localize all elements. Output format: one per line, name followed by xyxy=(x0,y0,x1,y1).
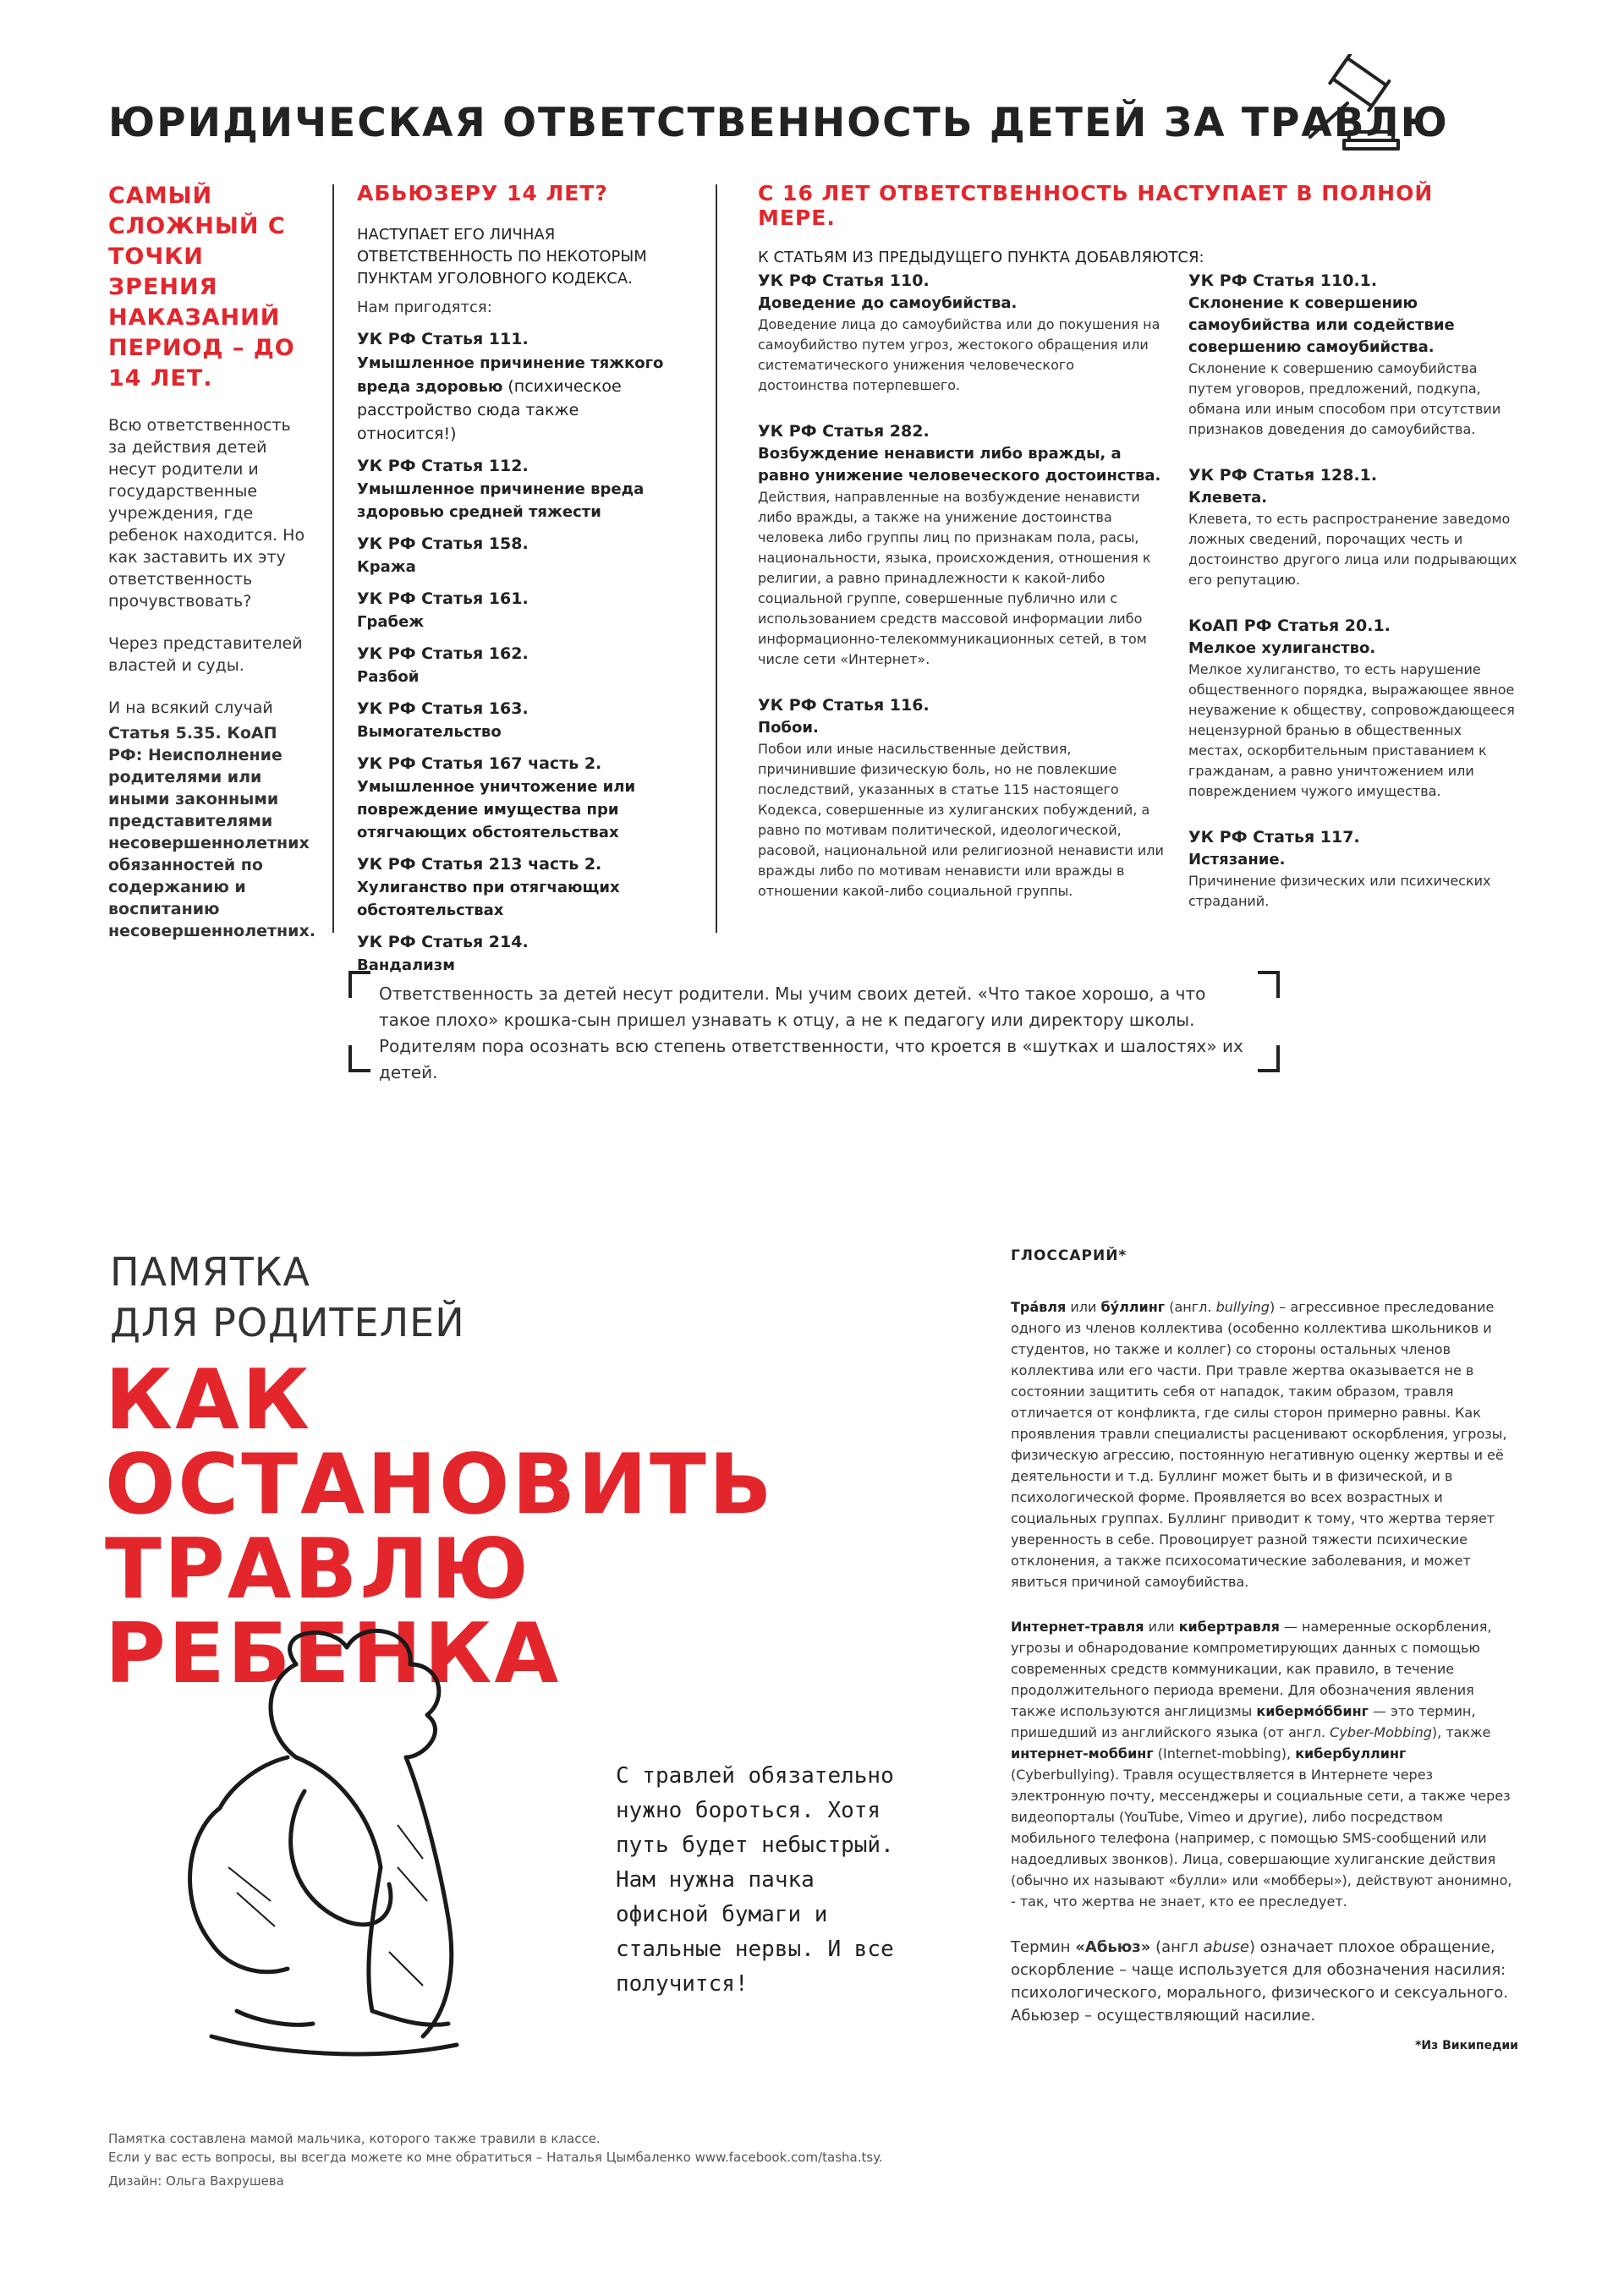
memo-line: ПАМЯТКА xyxy=(110,1249,310,1295)
article-name: Побои. xyxy=(758,719,819,737)
footer-note xyxy=(108,2129,883,2167)
glossary-text: Термин xyxy=(1011,1938,1076,1956)
article-code: УК РФ Статья 117. xyxy=(1188,828,1360,847)
gavel-icon xyxy=(1298,54,1408,156)
glossary-text: — это термин, пришедший из английского языка (от англ. xyxy=(1011,1703,1476,1740)
articles-left xyxy=(758,269,1164,925)
footer-line: Если у вас есть вопросы, вы всегда можете ко мне обратиться – Наталья Цымбаленко www.facebook.com/tasha.tsy. xyxy=(108,2150,883,2165)
articles-right xyxy=(1188,269,1518,935)
article-name: Клевета. xyxy=(1188,489,1268,507)
article-item xyxy=(357,454,678,523)
glossary-text: или xyxy=(1066,1299,1101,1315)
article-description: Побои или иные насильственные действия, причинившие физическую боль, но не повлекшие последствий, указанных в статье 115 настоящего Кодекса, совершенные из хулиганских побуждений, а равно по мотивам политической, идеологической, расовой, национальной или религиозной ненависти или вражды либо по мотивам ненависти или вражды в отношении какой-либо социальной группы. xyxy=(758,741,1164,899)
article-name: Склонение к совершению самоубийства или содействие совершению самоубийства. xyxy=(1188,294,1455,356)
article-item xyxy=(758,269,1164,396)
article-item xyxy=(1188,614,1518,802)
slogan-text: С травлей обязательно нужно бороться. Хотя путь будет небыстрый. Нам нужна пачка офисной бумаги и стальные нервы. И все получится! xyxy=(616,1763,894,1997)
article-description: Мелкое хулиганство, то есть нарушение общественного порядка, выражающее явное неуважение к обществу, сопровождающееся нецензурной бранью в общественных местах, оскорбительным приставанием к гражданам, а равно уничтожением или повреждением чужого имущества. xyxy=(1188,661,1515,799)
glossary-entry-abuse xyxy=(1011,1936,1518,2027)
glossary-term: Интернет-травля xyxy=(1011,1619,1144,1635)
article-description: Клевета, то есть распространение заведомо ложных сведений, порочащих честь и достоинство другого лица или подрывающих его репутацию. xyxy=(1188,511,1517,588)
glossary-text: — намеренные оскорбления, угрозы и обнародование компрометирующих данных с помощью современных средств коммуникации, как правило, в течение продолжительного периода времени. Для обозначения явления также используются англицизмы xyxy=(1011,1619,1492,1719)
article-code: УК РФ Статья 112. xyxy=(357,457,529,475)
article-item xyxy=(357,852,678,922)
article-item xyxy=(357,642,678,688)
article-description: Склонение к совершению самоубийства путем уговоров, предложений, подкупа, обмана или иным способом при отсутствии признаков доведения до самоубийства. xyxy=(1188,360,1501,437)
column-under-14 xyxy=(108,181,315,942)
article-code: УК РФ Статья 111. xyxy=(357,330,529,348)
law-reference: Статья 5.35. КоАП РФ: Неисполнение родителями или иными законными представителями несовершеннолетних обязанностей по содержанию и воспитанию несовершеннолетних. xyxy=(108,724,315,940)
article-code: УК РФ Статья 128.1. xyxy=(1188,466,1378,485)
article-name: Разбой xyxy=(357,668,420,686)
article-name: Мелкое хулиганство. xyxy=(1188,639,1376,657)
article-item xyxy=(357,930,678,977)
glossary-text: (Cyberbullying). Травля осуществляется в Интернете через электронную почту, мессенджеры и социальные сети, а также через видеопорталы (YouTube, Vimeo и другие), либо посредством мобильного телефона (например, с помощью SMS-сообщений или надоедливых звонков). Лица, совершающие хулиганские действия (обычно их называют «булли» или «мобберы»), действуют анонимно, - так, что жертва не знает, кто ее преследует. xyxy=(1011,1767,1512,1910)
article-name: Доведение до самоубийства. xyxy=(758,294,1018,312)
glossary-term: «Абьюз» xyxy=(1075,1938,1151,1956)
glossary-term: кибербуллинг xyxy=(1295,1745,1407,1762)
column-divider xyxy=(716,184,717,933)
article-code: УК РФ Статья 163. xyxy=(357,699,529,718)
article-code: УК РФ Статья 110. xyxy=(758,271,930,290)
column-age-14 xyxy=(357,181,678,977)
article-code: УК РФ Статья 167 часть 2. xyxy=(357,754,602,773)
article-note: (психическое расстройство сюда также относится!) xyxy=(357,377,622,443)
column-subtitle: Нам пригодятся: xyxy=(357,299,492,316)
article-code: УК РФ Статья 116. xyxy=(758,696,930,715)
article-item xyxy=(758,693,1164,901)
article-name: Умышленное причинение тяжкого вреда здоровью xyxy=(357,354,664,396)
glossary xyxy=(1011,1247,1518,2052)
article-name: Истязание. xyxy=(1188,851,1286,869)
column-age-16 xyxy=(758,181,1502,266)
glossary-english: abuse xyxy=(1203,1938,1249,1956)
article-item xyxy=(357,587,678,633)
article-name: Кража xyxy=(357,558,416,576)
glossary-source: *Из Википедии xyxy=(1415,2039,1518,2052)
sad-child-drawing xyxy=(169,1614,524,2087)
glossary-term: кибермо́ббинг xyxy=(1256,1703,1369,1719)
glossary-text: или xyxy=(1144,1619,1179,1635)
article-code: УК РФ Статья 110.1. xyxy=(1188,271,1378,290)
glossary-english: Cyber-Mobbing xyxy=(1330,1724,1432,1740)
quote-bracket xyxy=(1258,1045,1280,1072)
glossary-text: ) – агрессивное преследование одного из членов коллектива (особенно коллектива школьников и студентов, но также и коллег) со стороны остальных членов коллектива или его части. При травле жертва оказывается не в состоянии защитить себя от нападок, таким образом, травля отличается от конфликта, где силы сторон примерно равны. Как проявления травли специалисты расценивают оскорбления, угрозы, физическую агрессию, постоянную негативную оценку жертвы и её деятельности и т.д. Буллинг может быть и в физической, и в психологической форме. Проявляется во всех возрастных и социальных группах. Буллинг приводит к тому, что жертва теряет уверенность в себе. Провоцирует разной тяжести психические отклонения, а также психосоматические заболевания, и может явиться причиной самоубийства. xyxy=(1011,1299,1507,1590)
article-item xyxy=(357,327,678,446)
glossary-entry-bullying xyxy=(1011,1296,1518,1592)
page-title: ЮРИДИЧЕСКАЯ ОТВЕТСТВЕННОСТЬ ДЕТЕЙ ЗА ТРАВЛЮ xyxy=(108,100,1449,146)
quote-text: Ответственность за детей несут родители. Мы учим своих детей. «Что такое хорошо, а что такое плохо» крошка-сын пришел узнавать к отцу, а не к педагогу или директору школы. Родителям пора осознать всю степень ответственности, что кроется в «шутках и шалостях» их детей. xyxy=(379,984,1243,1082)
glossary-english: bullying xyxy=(1215,1299,1270,1315)
glossary-term: Тра́вля xyxy=(1011,1299,1067,1315)
article-code: УК РФ Статья 214. xyxy=(357,933,529,951)
column-intro: НАСТУПАЕТ ЕГО ЛИЧНАЯ ОТВЕТСТВЕННОСТЬ ПО НЕКОТОРЫМ ПУНКТАМ УГОЛОВНОГО КОДЕКСА. xyxy=(357,226,647,288)
memo-line: ДЛЯ РОДИТЕЛЕЙ xyxy=(110,1300,465,1345)
article-code: УК РФ Статья 162. xyxy=(357,644,529,663)
article-code: КоАП РФ Статья 20.1. xyxy=(1188,616,1391,635)
glossary-text: (англ xyxy=(1150,1938,1204,1956)
paragraph: Всю ответственность за действия детей несут родители и государственные учреждения, где ребенок находится. Но как заставить их эту ответственность прочувствовать? xyxy=(108,416,305,611)
glossary-text: ) означает плохое обращение, оскорбление – чаще используется для обозначения насилия: психологического, морального, физического и сексуального. Абьюзер – осуществляющий насилие. xyxy=(1011,1938,1508,2025)
glossary-term: интернет-моббинг xyxy=(1011,1745,1154,1762)
glossary-text: ), также xyxy=(1431,1724,1491,1740)
article-item xyxy=(357,697,678,743)
column-heading: АБЬЮЗЕРУ 14 ЛЕТ? xyxy=(357,181,608,205)
article-code: УК РФ Статья 282. xyxy=(758,422,930,441)
paragraph: И на всякий случай xyxy=(108,699,273,717)
article-item xyxy=(357,532,678,578)
column-subtitle: К СТАТЬЯМ ИЗ ПРЕДЫДУЩЕГО ПУНКТА ДОБАВЛЯЮТСЯ: xyxy=(758,249,1204,266)
column-divider xyxy=(332,184,334,933)
quote-bracket xyxy=(348,1045,370,1072)
paragraph: Через представителей властей и суды. xyxy=(108,634,303,675)
article-name: Грабеж xyxy=(357,613,425,631)
article-name: Хулиганство при отягчающих обстоятельствах xyxy=(357,879,620,919)
article-description: Действия, направленные на возбуждение ненависти либо вражды, а также на унижение достоинства человека либо группы лиц по признакам пола, расы, национальности, языка, происхождения, отношения к религии, а равно принадлежности к какой-либо социальной группе, совершенные публично или с использованием средств массовой информации либо информационно-телекоммуникационных сетей, в том числе сети «Интернет». xyxy=(758,489,1151,667)
column-heading: САМЫЙ СЛОЖНЫЙ С ТОЧКИ ЗРЕНИЯ НАКАЗАНИЙ ПЕРИОД – ДО 14 ЛЕТ. xyxy=(108,183,295,392)
glossary-heading: ГЛОССАРИЙ* xyxy=(1011,1247,1127,1264)
article-item xyxy=(1188,463,1518,590)
article-description: Доведение лица до самоубийства или до покушения на самоубийство путем угроз, жестокого обращения или систематического унижения человеческого достоинства потерпевшего. xyxy=(758,316,1160,393)
article-description: Причинение физических или психических страданий. xyxy=(1188,873,1491,909)
article-item xyxy=(357,752,678,844)
quote-bracket xyxy=(348,971,370,998)
main-title-line: КАК ОСТАНОВИТЬ xyxy=(105,1352,775,1533)
footer-line: Памятка составлена мамой мальчика, которого также травили в классе. xyxy=(108,2131,601,2146)
glossary-term: кибертравля xyxy=(1178,1619,1280,1635)
article-name: Умышленное причинение вреда здоровью средней тяжести xyxy=(357,480,645,521)
article-item xyxy=(758,419,1164,670)
article-name: Вандализм xyxy=(357,956,455,974)
column-heading: С 16 ЛЕТ ОТВЕТСТВЕННОСТЬ НАСТУПАЕТ В ПОЛНОЙ МЕРЕ. xyxy=(758,181,1434,230)
glossary-text: (Internet-mobbing), xyxy=(1153,1745,1296,1762)
article-name: Умышленное уничтожение или повреждение имущества при отягчающих обстоятельствах xyxy=(357,778,636,841)
glossary-entry-cyberbullying xyxy=(1011,1616,1518,1912)
quote-bracket xyxy=(1258,971,1280,998)
article-code: УК РФ Статья 161. xyxy=(357,589,529,608)
article-item xyxy=(1188,269,1518,440)
article-item xyxy=(1188,825,1518,912)
design-credit: Дизайн: Ольга Вахрушева xyxy=(108,2173,284,2189)
article-name: Возбуждение ненависти либо вражды, а равно унижение человеческого достоинства. xyxy=(758,445,1161,485)
memo-label xyxy=(110,1247,465,1348)
article-name: Вымогательство xyxy=(357,723,502,741)
main-title-line: ТРАВЛЮ РЕБЕНКА xyxy=(105,1521,562,1702)
glossary-text: (англ. xyxy=(1165,1299,1216,1315)
glossary-term: бу́ллинг xyxy=(1100,1299,1166,1315)
article-code: УК РФ Статья 213 часть 2. xyxy=(357,855,602,874)
article-code: УК РФ Статья 158. xyxy=(357,534,529,553)
